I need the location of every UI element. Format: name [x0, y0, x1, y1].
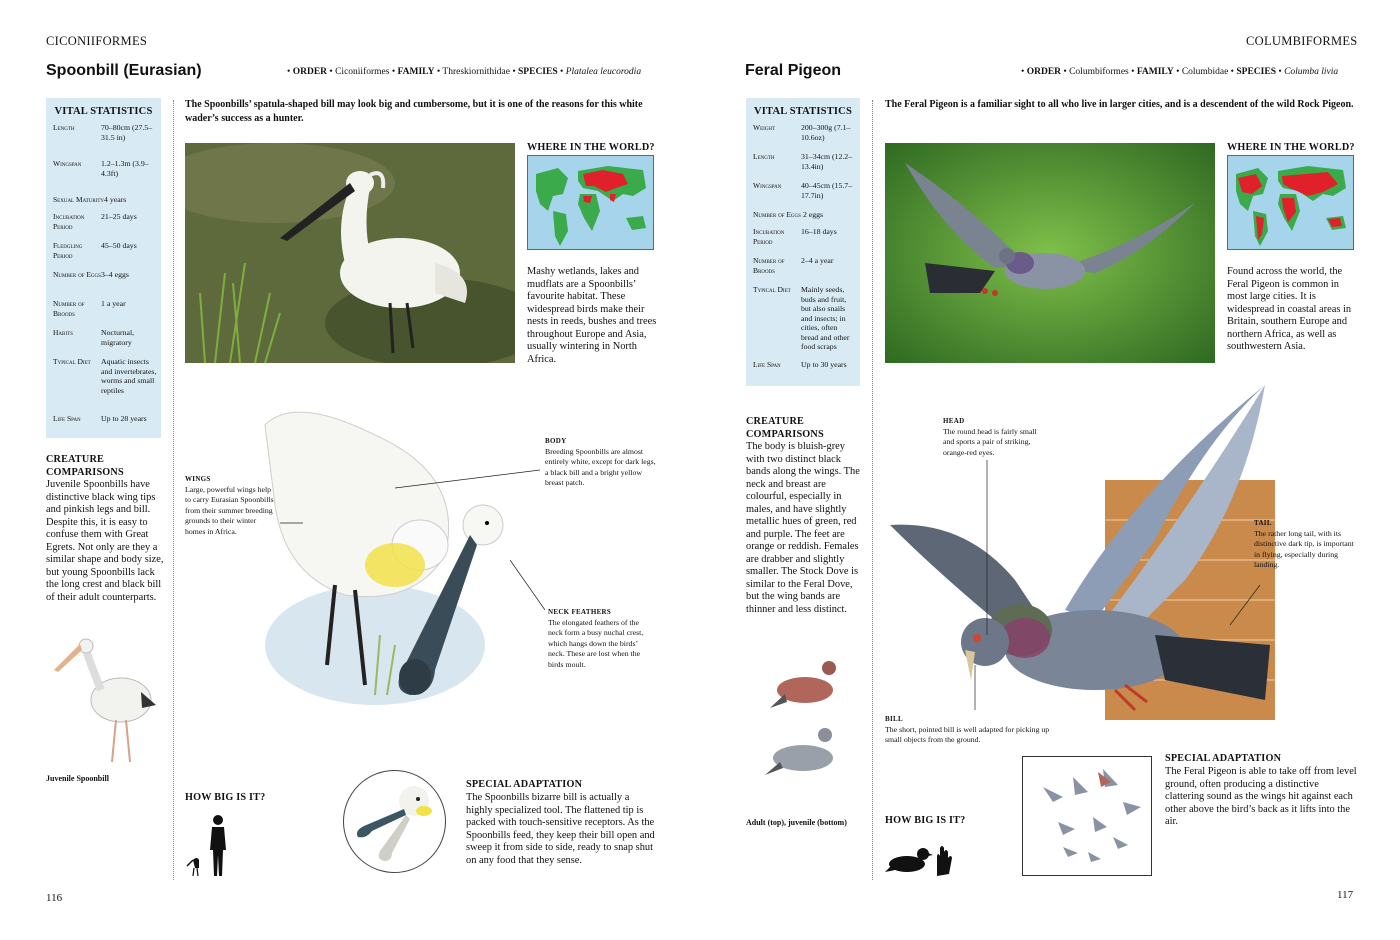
right-world-title: WHERE IN THE WORLD?	[1227, 142, 1355, 153]
spoonbill-bill-detail	[343, 770, 446, 873]
right-callout-lines	[960, 455, 1280, 715]
left-page-title: Spoonbill (Eurasian)	[46, 62, 202, 79]
juvenile-spoonbill-illustration	[46, 630, 166, 770]
left-page-number: 116	[46, 892, 63, 904]
spoonbill-photo	[185, 143, 515, 363]
pigeon-photo	[885, 143, 1215, 363]
left-size-comparison	[185, 810, 235, 880]
juvenile-caption: Juvenile Spoonbill	[46, 774, 109, 783]
left-special-title: SPECIAL ADAPTATION	[466, 779, 583, 790]
left-vital-statistics: VITAL STATISTICS Length 70–80cm (27.5–31.5 in) Wingspan 1.2–1.3m (3.9–4.3ft) Sexual Maturity 4 years Incubation Period 21–25 days Fledgling Period 45–50 days Number of Eggs 3–4 eggs Number of Broods 1 a year Habits Nocturnal, migratory Typical Diet Aquatic insects and invertebrates, worms and small reptiles Life Span Up to 28 years	[46, 98, 161, 438]
left-taxonomy: • ORDER • Ciconiiformes • FAMILY • Threskiornithidae • SPECIES • Platalea leucorodia	[287, 67, 642, 77]
right-special-title: SPECIAL ADAPTATION	[1165, 753, 1282, 764]
left-howbig-title: HOW BIG IS IT?	[185, 792, 266, 803]
right-vital-statistics: VITAL STATISTICS Weight 200–300g (7.1–10.6oz) Length 31–34cm (12.2–13.4in) Wingspan 40–45cm (15.7–17.7in) Number of Eggs 2 eggs Incubation Period 16–18 days Number of Broods 2–4 a year Typical Diet Mainly seeds, buds and fruit, but also snails and insects; in cities, often bread and other food scraps Life Span Up to 30 years	[746, 98, 860, 386]
left-world-text: Mashy wetlands, lakes and mudflats are a Spoonbills’ favourite habitat. These widespread birds make their nests in reeds, bushes and trees throughout Europe and Asia, usually wintering in North Africa.	[527, 266, 657, 365]
right-special-text: The Feral Pigeon is able to take off from level ground, often producing a distinctive clattering sound as the wings hit against each other above the bird’s back as it lifts into the air.	[1165, 766, 1357, 827]
left-world-map	[527, 155, 654, 250]
left-lead: The Spoonbills’ spatula-shaped bill may look big and cumbersome, but it is one of the reasons for this white wader’s success as a hunter.	[185, 99, 643, 124]
bill-callout: BILL The short, pointed bill is well adapted for picking up small objects from the ground.	[885, 715, 1050, 744]
left-running-head: CICONIIFORMES	[46, 34, 148, 48]
pigeon-takeoff-illustration	[1022, 756, 1152, 876]
head-callout: HEAD The round head is fairly small and sports a pair of striking, orange-red eyes.	[943, 417, 1037, 457]
left-world-title: WHERE IN THE WORLD?	[527, 142, 655, 153]
wings-callout: WINGS Large, powerful wings help to carry Eurasian Spoonbills from their summer breeding grounds to their winter homes in Africa.	[185, 475, 274, 536]
body-callout: BODY Breeding Spoonbills are almost entirely white, except for dark legs, a black bill and a bright yellow breast patch.	[545, 437, 656, 487]
right-lead: The Feral Pigeon is a familiar sight to all who live in larger cities, and is a descendent of the wild Rock Pigeon.	[885, 99, 1354, 110]
vital-title: VITAL STATISTICS	[54, 106, 153, 117]
tail-callout: TAIL The rather long tail, with its distinctive dark tip, is important in flying, especially during landing.	[1254, 519, 1354, 569]
right-comparisons-text: The body is bluish-grey with two distinct black bands along the wings. The neck and breast are colourful, especially in males, and have slightly metallic hues of green, red and purple. The feet are orange or reddish. Females are drabber and slightly smaller. The Stock Dove is similar to the Feral Dove, but the wing bands are thinner and less distinct.	[746, 441, 860, 615]
adult-juvenile-caption: Adult (top), juvenile (bottom)	[746, 818, 847, 827]
right-page-number: 117	[1337, 889, 1354, 901]
right-world-map	[1227, 155, 1354, 250]
right-column-divider	[872, 100, 873, 880]
right-taxonomy: • ORDER • Columbiformes • FAMILY • Columbidae • SPECIES • Columba livia	[1021, 67, 1339, 77]
right-running-head: COLUMBIFORMES	[1246, 34, 1358, 48]
left-comparisons-text: Juvenile Spoonbills have distinctive black wing tips and pinkish legs and bill. Despite this, it is easy to confuse them with Great Egrets. Not only are they a similar shape and body size, but young Spoonbills lack the long crest and black bill of their adult counterparts.	[46, 479, 164, 603]
left-comparisons-title: CREATURE COMPARISONS	[46, 454, 124, 478]
right-size-comparison	[885, 840, 955, 880]
right-howbig-title: HOW BIG IS IT?	[885, 815, 966, 826]
neck-feathers-callout: NECK FEATHERS The elongated feathers of the neck form a busy nuchal crest, which hangs down the birds’ neck. These are lost when the birds moult.	[548, 608, 644, 669]
vital-title: VITAL STATISTICS	[753, 106, 853, 117]
left-special-text: The Spoonbills bizarre bill is actually a highly specialized tool. The flattened tip is packed with touch-sensitive receptors. As the Spoonbills feed, they keep their bill open and sweep it from side to side, ready to snap shut on any food that they sense.	[466, 792, 655, 866]
left-column-divider	[173, 100, 174, 880]
right-comparisons-title: CREATURE COMPARISONS	[746, 416, 824, 440]
adult-juvenile-pigeon-illustration	[765, 650, 845, 790]
right-world-text: Found across the world, the Feral Pigeon is common in most large cities. It is widespread in coastal areas in Britain, southern Europe and northern Africa, as well as southwestern Asia.	[1227, 266, 1352, 352]
right-page-title: Feral Pigeon	[745, 62, 842, 79]
